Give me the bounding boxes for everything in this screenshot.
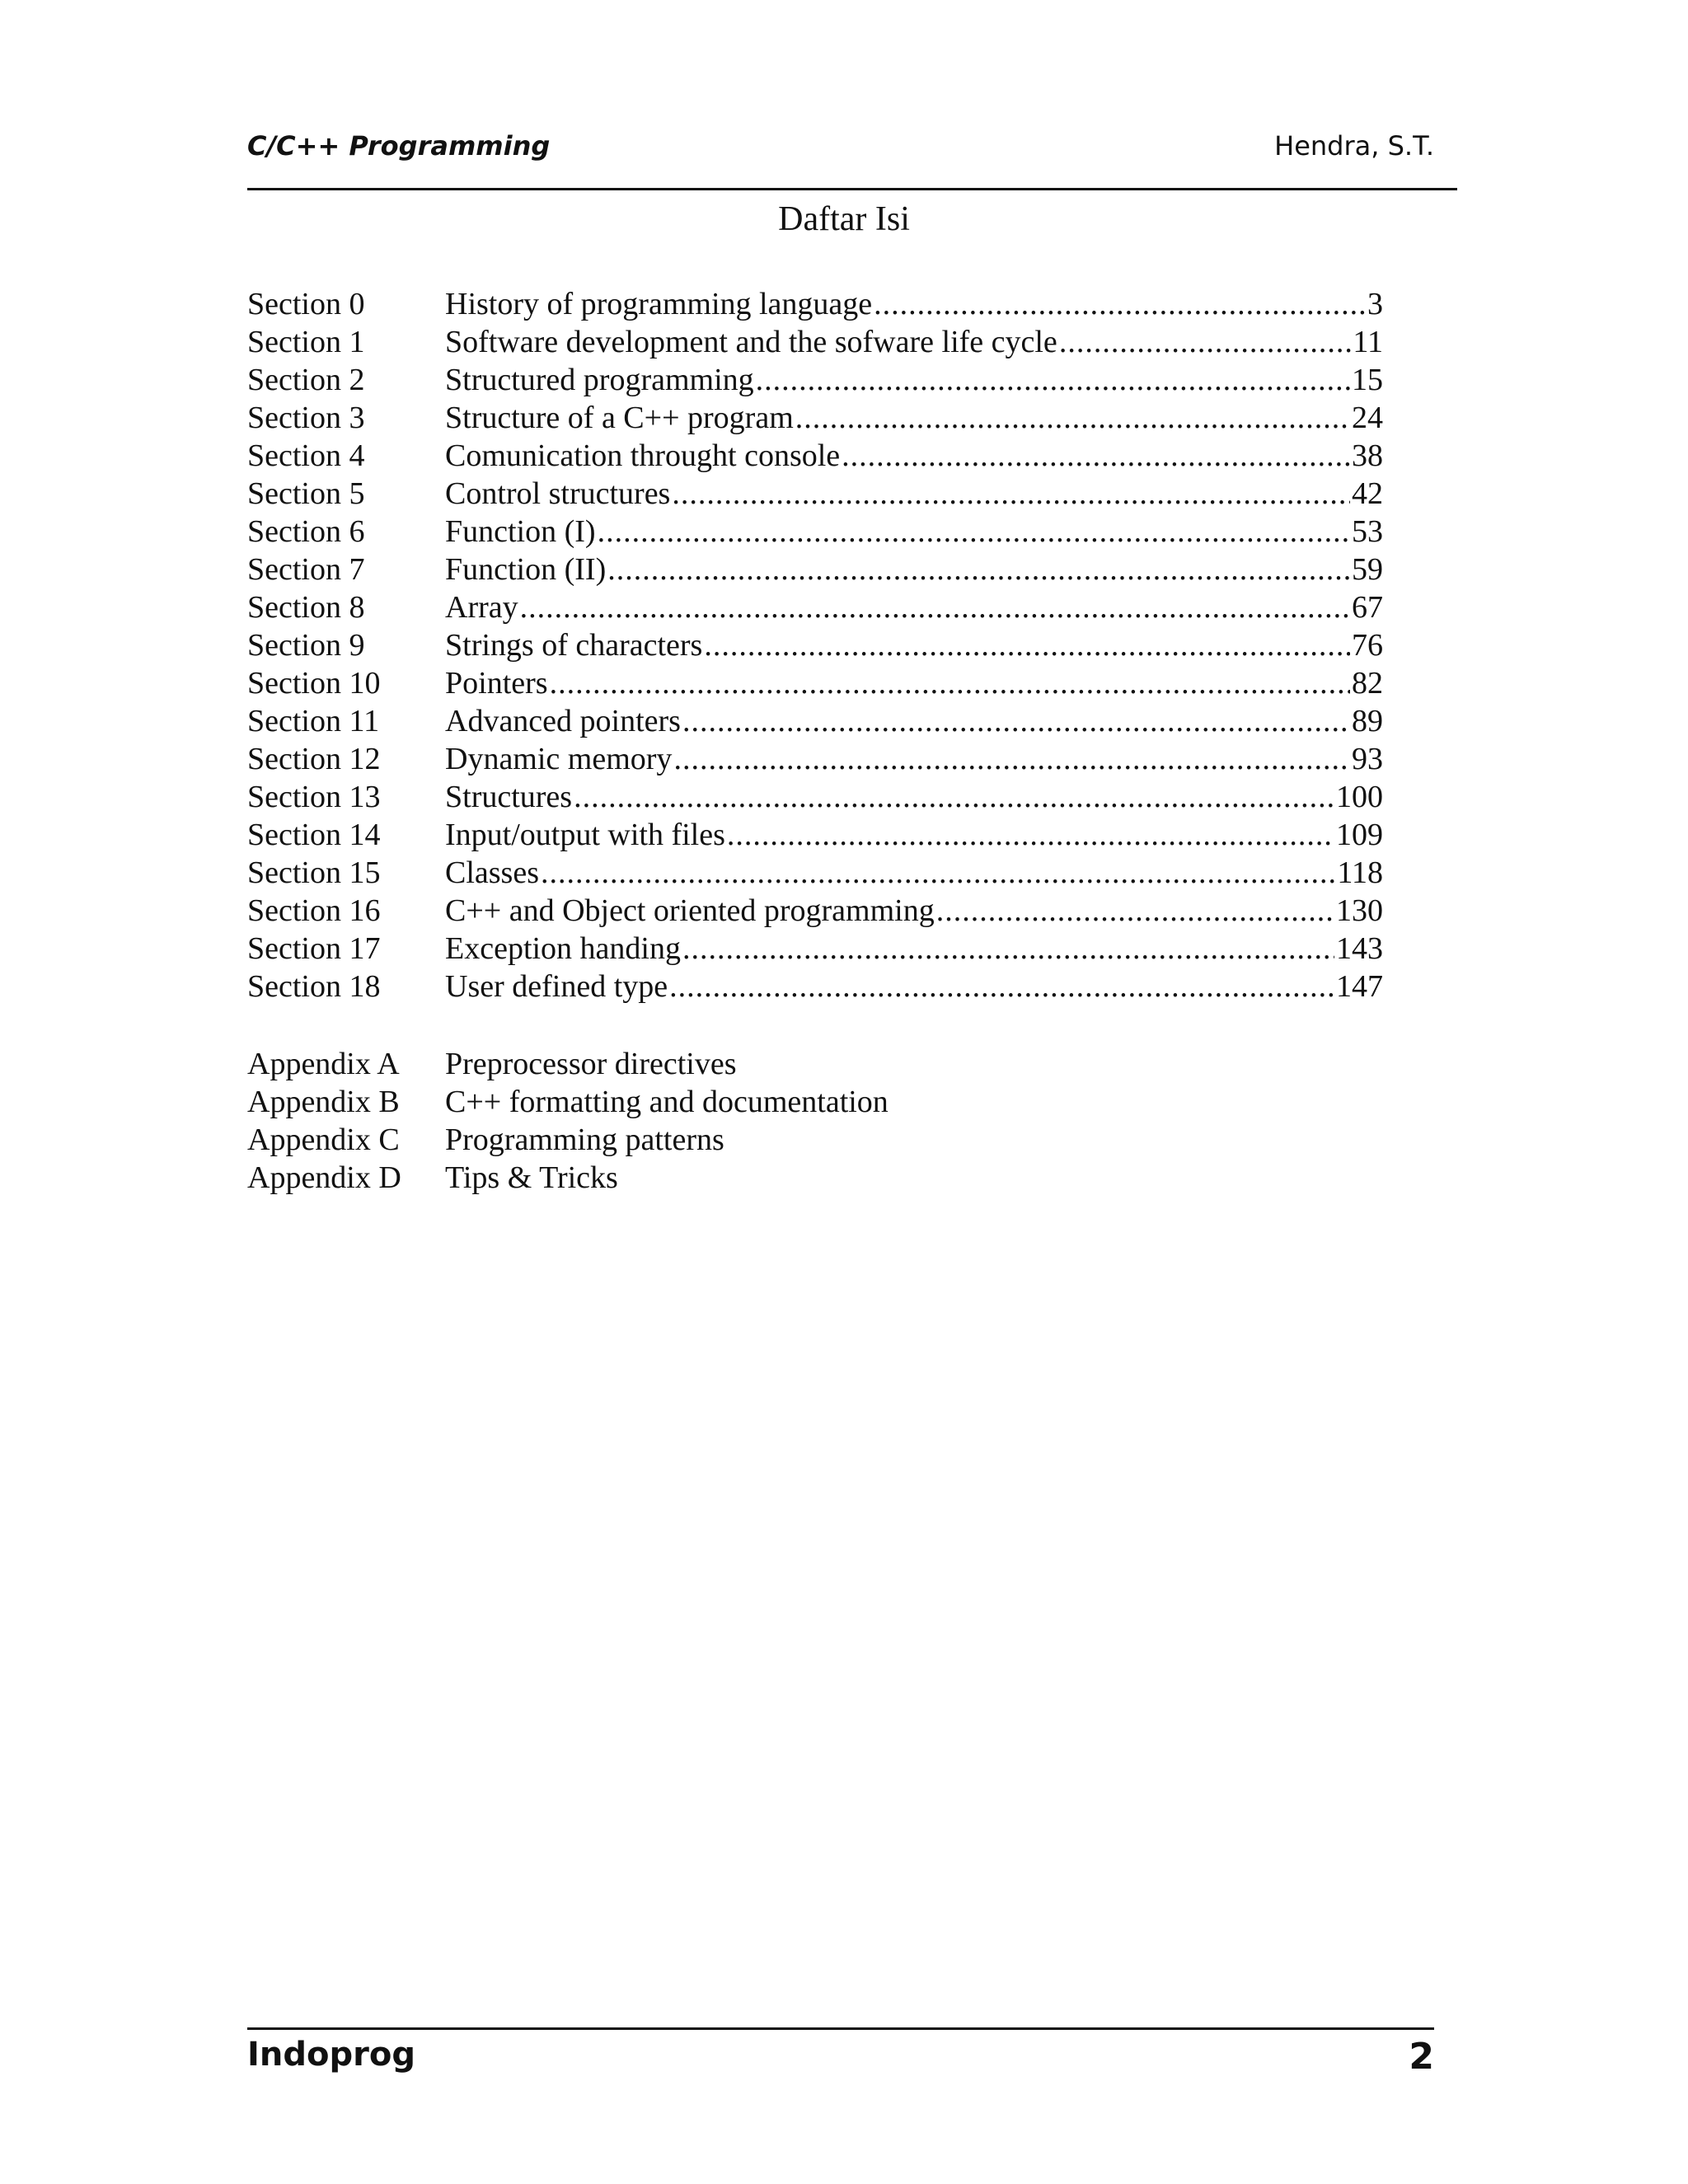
appendix-list [247, 1045, 1383, 1197]
toc-page-number: 89 [1352, 704, 1383, 738]
toc-dot-leader [598, 513, 1350, 551]
toc-row [247, 854, 1383, 892]
toc-section-label: Section 3 [247, 401, 365, 435]
toc-section-label: Section 9 [247, 628, 365, 663]
toc-section-label: Section 18 [247, 969, 381, 1004]
toc-section-title: C++ and Object oriented programming [445, 893, 935, 928]
toc-section-title: Structured programming [445, 363, 754, 397]
toc-page-number: 143 [1336, 931, 1383, 966]
toc-section-title: Structures [445, 780, 573, 814]
toc-page-number: 11 [1353, 325, 1383, 359]
toc-section-label: Section 4 [247, 438, 365, 473]
appendix-label: Appendix B [247, 1085, 400, 1119]
toc-page-number: 100 [1336, 780, 1383, 814]
toc-row [247, 588, 1383, 626]
footer-rule [247, 2027, 1434, 2030]
toc-row [247, 702, 1383, 740]
toc-row [247, 361, 1383, 399]
toc-dot-leader [727, 816, 1334, 854]
header-author: Hendra, S.T. [1274, 130, 1434, 162]
toc-row [247, 513, 1383, 551]
toc-section-title: Dynamic memory [445, 742, 673, 776]
toc-section-title: Classes [445, 855, 539, 890]
table-of-contents [247, 285, 1383, 1005]
toc-section-label: Section 14 [247, 818, 381, 852]
toc-row [247, 399, 1383, 437]
page-title: Daftar Isi [778, 200, 910, 238]
toc-section-label: Section 0 [247, 287, 365, 321]
toc-dot-leader [704, 626, 1350, 664]
toc-section-title: Software development and the sofware life cycle [445, 325, 1057, 359]
toc-row [247, 285, 1383, 323]
toc-dot-leader [574, 778, 1334, 816]
page-header [247, 130, 1434, 170]
toc-section-label: Section 12 [247, 742, 381, 776]
toc-section-label: Section 2 [247, 363, 365, 397]
toc-section-label: Section 17 [247, 931, 381, 966]
toc-section-title: Strings of characters [445, 628, 703, 663]
toc-section-title: Function (II) [445, 552, 607, 587]
toc-row [247, 551, 1383, 588]
appendix-label: Appendix A [247, 1047, 400, 1081]
appendix-title: Tips & Tricks [445, 1160, 618, 1195]
toc-dot-leader [550, 664, 1350, 702]
toc-section-title: User defined type [445, 969, 668, 1004]
toc-section-title: Array [445, 590, 518, 625]
header-rule [247, 188, 1457, 190]
toc-dot-leader [756, 361, 1350, 399]
appendix-row [247, 1083, 1383, 1121]
header-book-title: C/C++ Programming [247, 130, 551, 162]
toc-page-number: 82 [1352, 666, 1383, 701]
toc-dot-leader [669, 968, 1334, 1005]
toc-page-number: 118 [1337, 855, 1383, 890]
appendix-title: Preprocessor directives [445, 1047, 737, 1081]
toc-dot-leader [607, 551, 1350, 588]
toc-row [247, 475, 1383, 513]
appendix-label: Appendix D [247, 1160, 401, 1195]
toc-section-title: Comunication throught console [445, 438, 841, 473]
toc-page-number: 38 [1352, 438, 1383, 473]
toc-page-number: 42 [1352, 476, 1383, 511]
toc-page-number: 53 [1352, 514, 1383, 549]
toc-dot-leader [874, 285, 1366, 323]
toc-row [247, 968, 1383, 1005]
toc-row [247, 930, 1383, 968]
toc-section-label: Section 7 [247, 552, 365, 587]
toc-row [247, 740, 1383, 778]
toc-page-number: 15 [1352, 363, 1383, 397]
toc-section-label: Section 13 [247, 780, 381, 814]
toc-section-title: Exception handing [445, 931, 681, 966]
toc-dot-leader [673, 740, 1350, 778]
toc-row [247, 626, 1383, 664]
appendix-row [247, 1159, 1383, 1197]
toc-page-number: 130 [1336, 893, 1383, 928]
toc-page-number: 3 [1367, 287, 1383, 321]
toc-section-title: Pointers [445, 666, 548, 701]
toc-page-number: 93 [1352, 742, 1383, 776]
appendix-row [247, 1045, 1383, 1083]
toc-section-label: Section 1 [247, 325, 365, 359]
toc-section-title: Control structures [445, 476, 671, 511]
appendix-title: C++ formatting and documentation [445, 1085, 889, 1119]
toc-dot-leader [672, 475, 1350, 513]
toc-dot-leader [541, 854, 1335, 892]
toc-section-label: Section 5 [247, 476, 365, 511]
toc-section-label: Section 15 [247, 855, 381, 890]
toc-dot-leader [682, 930, 1334, 968]
page-footer [247, 2036, 1434, 2085]
toc-section-label: Section 6 [247, 514, 365, 549]
toc-page-number: 67 [1352, 590, 1383, 625]
toc-page-number: 24 [1352, 401, 1383, 435]
toc-row [247, 323, 1383, 361]
toc-page-number: 109 [1336, 818, 1383, 852]
page-number: 2 [1409, 2036, 1434, 2078]
toc-section-label: Section 10 [247, 666, 381, 701]
footer-publisher: Indoprog [247, 2036, 415, 2074]
toc-page-number: 147 [1336, 969, 1383, 1004]
appendix-row [247, 1121, 1383, 1159]
toc-dot-leader [682, 702, 1350, 740]
toc-dot-leader [1059, 323, 1352, 361]
toc-dot-leader [795, 399, 1350, 437]
toc-section-label: Section 11 [247, 704, 380, 738]
toc-dot-leader [842, 437, 1350, 475]
toc-row [247, 664, 1383, 702]
toc-section-title: History of programming language [445, 287, 873, 321]
appendix-label: Appendix C [247, 1122, 400, 1157]
toc-section-title: Input/output with files [445, 818, 725, 852]
toc-section-title: Structure of a C++ program [445, 401, 794, 435]
toc-section-label: Section 8 [247, 590, 365, 625]
toc-row [247, 437, 1383, 475]
toc-row [247, 778, 1383, 816]
toc-row [247, 816, 1383, 854]
toc-section-title: Function (I) [445, 514, 596, 549]
toc-page-number: 59 [1352, 552, 1383, 587]
toc-section-title: Advanced pointers [445, 704, 681, 738]
toc-page-number: 76 [1352, 628, 1383, 663]
toc-row [247, 892, 1383, 930]
toc-dot-leader [520, 588, 1350, 626]
appendix-title: Programming patterns [445, 1122, 724, 1157]
toc-dot-leader [936, 892, 1334, 930]
toc-section-label: Section 16 [247, 893, 381, 928]
